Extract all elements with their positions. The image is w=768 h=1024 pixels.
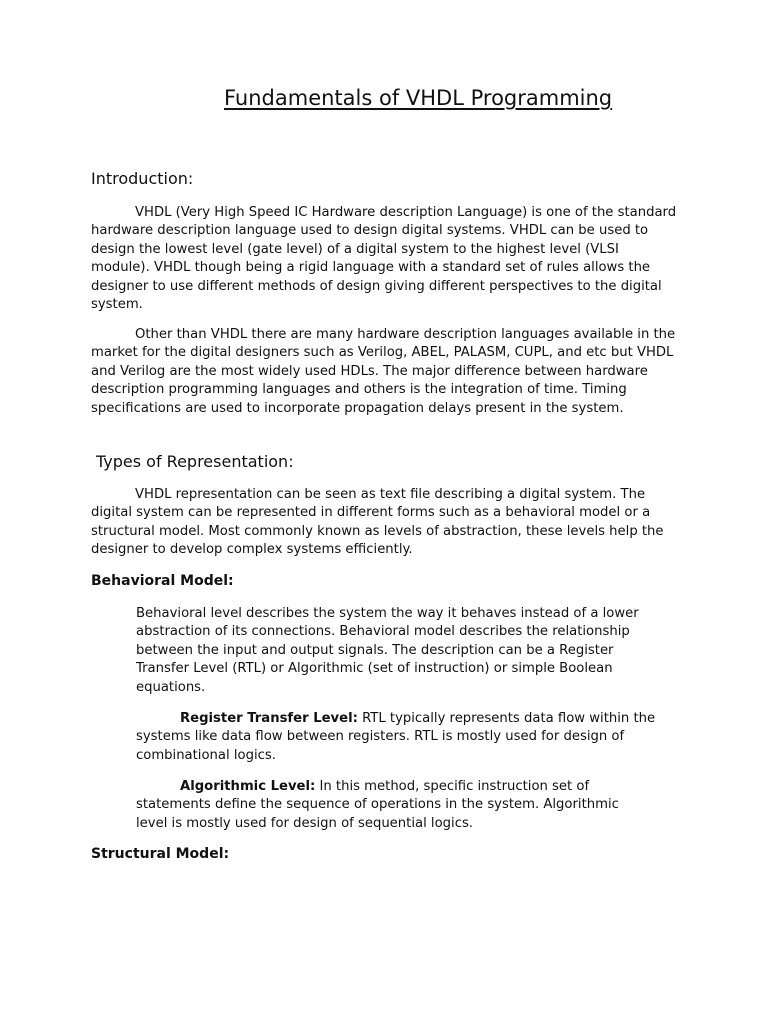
behavioral-heading: Behavioral Model: (91, 573, 234, 589)
algorithmic-label: Algorithmic Level: (180, 779, 316, 794)
introduction-paragraph-1: VHDL (Very High Speed IC Hardware description Language) is one of the standard hardware description language used to design digital systems. VHDL can be used to design the lowest level (gate level) of a digital system to the highest level (VLSI module). VHDL though being a rigid language with a standard set of rules allows the designer to use different methods of design giving different perspectives to the digital system. (91, 205, 677, 313)
behavioral-paragraph-1: Behavioral level describes the system the way it behaves instead of a lower abstraction of its connections. Behavioral model describes the relationship between the input and output signals. The description can be a Register Transfer Level (RTL) or Algorithmic (set of instruction) or simple Boolean equations. (136, 606, 639, 695)
document-title: Fundamentals of VHDL Programming (224, 86, 613, 110)
types-paragraph-1: VHDL representation can be seen as text file describing a digital system. The digital system can be represented in different forms such as a behavioral model or a structural model. Most commonly known as levels of abstraction, these levels help the designer to develop complex systems efficiently. (91, 487, 664, 558)
types-heading: Types of Representation: (96, 452, 294, 471)
introduction-paragraph-2: Other than VHDL there are many hardware description languages available in the market for the digital designers such as Verilog, ABEL, PALASM, CUPL, and etc but VHDL and Verilog are the most widely used HDLs. The major difference between hardware description programming languages and others is the integration of time. Timing specifications are used to incorporate propagation delays present in the system. (91, 327, 676, 416)
structural-heading: Structural Model: (91, 846, 230, 862)
rtl-text: RTL typically represents data flow within the systems like data flow between registers. RTL is mostly used for design of combinational logics. (136, 711, 656, 763)
rtl-paragraph (136, 710, 680, 765)
introduction-heading: Introduction: (91, 169, 194, 188)
algorithmic-text: In this method, specific instruction set of statements define the sequence of operations in the system. Algorithmic level is mostly used for design of sequential logics. (136, 779, 619, 831)
rtl-label: Register Transfer Level: (180, 711, 358, 726)
algorithmic-paragraph (136, 778, 654, 833)
